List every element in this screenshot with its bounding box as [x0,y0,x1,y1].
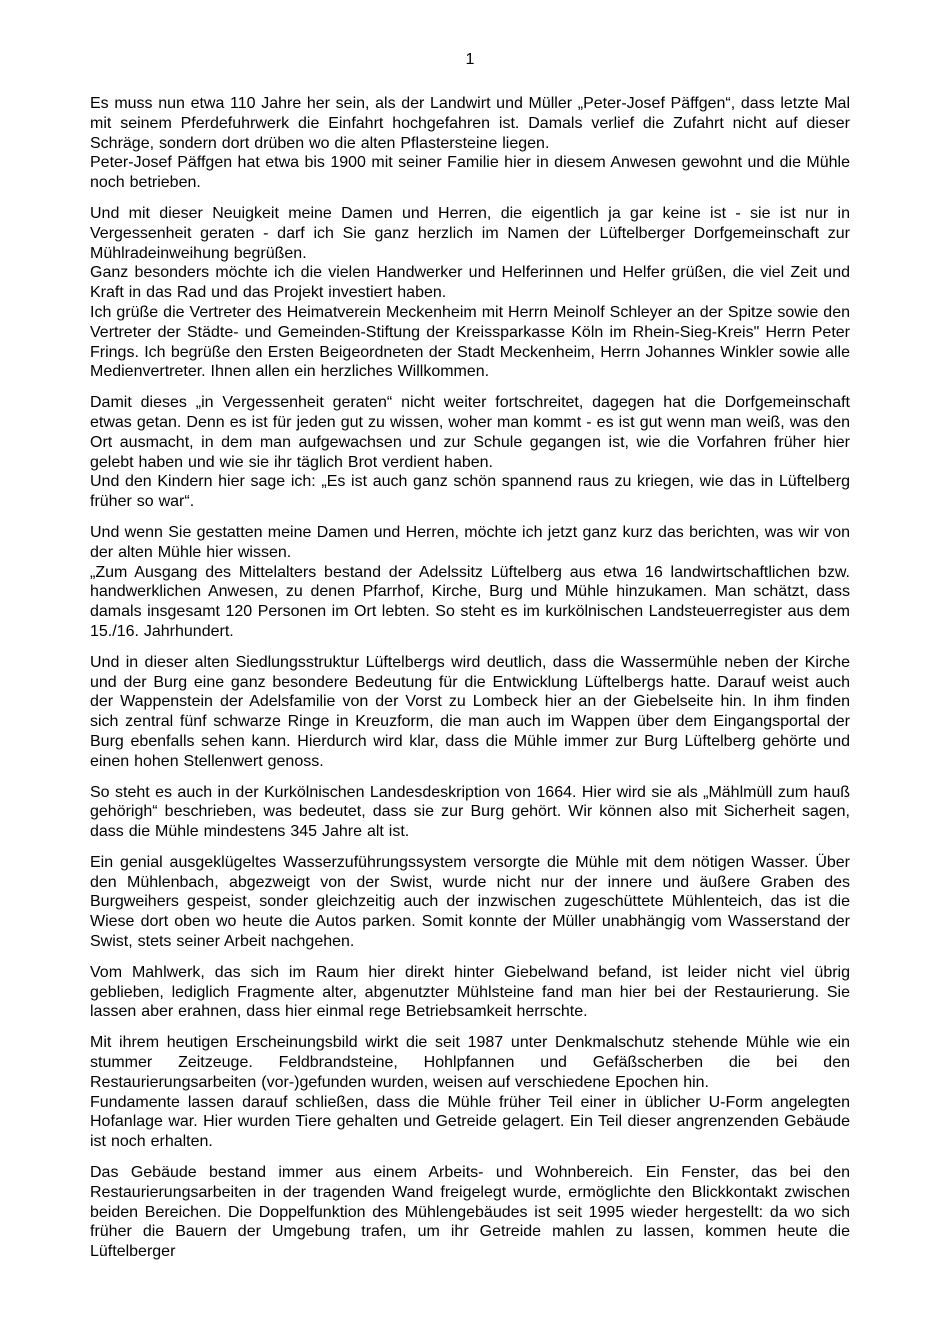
paragraph-block-8 [90,963,850,1022]
paragraph: Ein genial ausgeklügeltes Wasserzuführungssystem versorgte die Mühle mit dem nötigen Wasser. Über den Mühlenbach, abgezweigt von der Swist, wurde nicht nur der innere und äußere Graben des Burgweihers gespeist, sonder gleichzeitig auch der inzwischen zugeschüttete Mühlenteich, das ist die Wiese dort oben wo heute die Autos parken. Somit konnte der Müller unabhängig vom Wasserstand der Swist, stets seiner Arbeit nachgehen. [90,853,850,951]
paragraph: Es muss nun etwa 110 Jahre her sein, als der Landwirt und Müller „Peter-Josef Päffgen“, dass letzte Mal mit seinem Pferdefuhrwerk die Einfahrt hochgefahren ist. Damals verlief die Zufahrt nicht auf dieser Schräge, sondern dort drüben wo die alten Pflastersteine liegen. [90,95,850,152]
paragraph-block-3 [90,393,850,512]
paragraph-block-7 [90,853,850,952]
paragraph: Und mit dieser Neuigkeit meine Damen und Herren, die eigentlich ja gar keine ist - sie ist nur in Vergessenheit geraten - darf ich Sie ganz herzlich im Namen der Lüftelberger Dorfgemeinschaft zur Mühlradeinweihung begrüßen. [90,204,850,262]
paragraph-block-5 [90,653,850,772]
paragraph: So steht es auch in der Kurkölnischen Landesdeskription von 1664. Hier wird sie als „Mählmüll zum hauß gehörigh“ beschrieben, was bedeutet, dass sie zur Burg gehört. Wir können also mit Sicherheit sagen, dass die Mühle mindestens 345 Jahre alt ist. [90,783,850,841]
paragraph-block-4 [90,523,850,642]
paragraph: Fundamente lassen darauf schließen, dass die Mühle früher Teil einer in üblicher U-Form angelegten Hofanlage war. Hier wurden Tiere gehalten und Getreide gelagert. Ein Teil dieser angrenzenden Gebäude ist noch erhalten. [90,1093,850,1151]
paragraph: Und in dieser alten Siedlungsstruktur Lüftelbergs wird deutlich, dass die Wassermühle neben der Kirche und der Burg eine ganz besondere Bedeutung für die Entwicklung Lüftelbergs hatte. Darauf weist auch der Wappenstein der Adelsfamilie von der Vorst zu Lombeck hier an der Giebelseite hin. In ihm finden sich zentral fünf schwarze Ringe in Kreuzform, die man auch im Wappen über dem Eingangsportal der Burg ebenfalls sehen kann. Hierdurch wird klar, dass die Mühle immer zur Burg Lüftelberg gehörte und einen hohen Stellenwert genoss. [90,653,850,770]
page-number: 1 [465,51,475,68]
paragraph-block-10 [90,1163,850,1262]
paragraph: Damit dieses „in Vergessenheit geraten“ nicht weiter fortschreitet, dagegen hat die Dorfgemeinschaft etwas getan. Denn es ist für jeden gut zu wissen, woher man kommt - es ist gut wenn man weiß, was den Ort ausmacht, in dem man aufgewachsen und zur Schule gegangen ist, wie die Vorfahren früher hier gelebt haben und wie sie ihr täglich Brot verdient haben. [90,394,850,471]
paragraph: Das Gebäude bestand immer aus einem Arbeits- und Wohnbereich. Ein Fenster, das bei den Restaurierungsarbeiten in der tragenden Wand freigelegt wurde, ermöglichte den Blickkontakt zwischen beiden Bereichen. Die Doppelfunktion des Mühlengebäudes ist seit 1995 wieder hergestellt: da wo sich früher die Bauern der Umgebung trafen, um ihr Getreide mahlen zu lassen, kommen heute die Lüftelberger [90,1164,850,1261]
paragraph-block-6 [90,783,850,842]
paragraph-block-1 [90,94,850,193]
paragraph: Peter-Josef Päffgen hat etwa bis 1900 mit seiner Familie hier in diesem Anwesen gewohnt und die Mühle noch betrieben. [90,154,850,192]
document-body [90,94,850,1273]
paragraph: Mit ihrem heutigen Erscheinungsbild wirkt die seit 1987 unter Denkmalschutz stehende Mühle wie ein stummer Zeitzeuge. Feldbrandsteine, Hohlpfannen und Gefäßscherben die bei den Restaurierungsarbeiten (vor-)gefunden wurden, weisen auf verschiedene Epochen hin. [90,1034,850,1091]
paragraph: Ich grüße die Vertreter des Heimatverein Meckenheim mit Herrn Meinolf Schleyer an der Spitze sowie den Vertreter der Städte- und Gemeinden-Stiftung der Kreissparkasse Köln im Rhein-Sieg-Kreis" Herrn Peter Frings. Ich begrüße den Ersten Beigeordneten der Stadt Meckenheim, Herrn Johannes Winkler sowie alle Medienvertreter. Ihnen allen ein herzliches Willkommen. [90,303,850,381]
paragraph: Und den Kindern hier sage ich: „Es ist auch ganz schön spannend raus zu kriegen, wie das in Lüftelberg früher so war“. [90,473,850,511]
paragraph: „Zum Ausgang des Mittelalters bestand der Adelssitz Lüftelberg aus etwa 16 landwirtschaftlichen bzw. handwerklichen Anwesen, zu denen Pfarrhof, Kirche, Burg und Mühle hinzukamen. Man schätzt, dass damals insgesamt 120 Personen im Ort lebten. So steht es im kurkölnischen Landsteuerregister aus dem 15./16. Jahrhundert. [90,563,850,640]
paragraph: Vom Mahlwerk, das sich im Raum hier direkt hinter Giebelwand befand, ist leider nicht viel übrig geblieben, lediglich Fragmente alter, abgenutzter Mühlsteine fand man hier bei der Restaurierung. Sie lassen aber erahnen, dass hier einmal rege Betriebsamkeit herrschte. [90,963,850,1021]
paragraph: Und wenn Sie gestatten meine Damen und Herren, möchte ich jetzt ganz kurz das berichten, was wir von der alten Mühle hier wissen. [90,523,850,561]
paragraph-block-2 [90,204,850,382]
paragraph: Ganz besonders möchte ich die vielen Handwerker und Helferinnen und Helfer grüßen, die viel Zeit und Kraft in das Rad und das Projekt investiert haben. [90,264,850,302]
paragraph-block-9 [90,1033,850,1152]
